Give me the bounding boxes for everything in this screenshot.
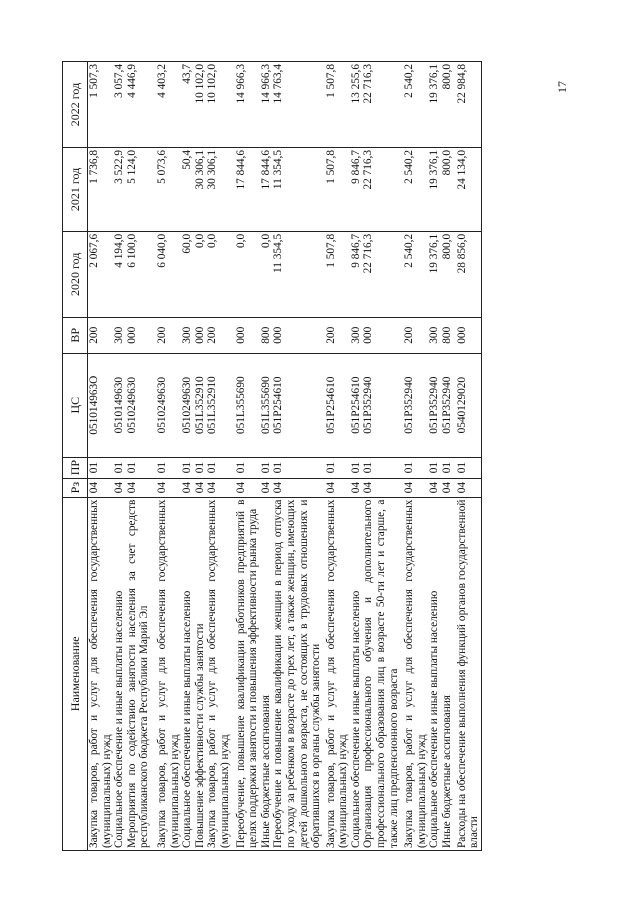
- cell-cs: 051L355690: [260, 353, 273, 457]
- cell-y2022: 19 376,1: [428, 62, 441, 148]
- cell-y2022: 14 763,4: [272, 62, 322, 148]
- cell-vr: 200: [400, 317, 428, 353]
- cell-cs: 051L352910: [206, 353, 231, 457]
- table-row: [454, 62, 482, 851]
- cell-name: Закупка товаров, работ и услуг для обеспечения государственных (муниципальных) нужд: [323, 497, 350, 850]
- cell-y2021: 30 306,1: [194, 147, 207, 231]
- cell-name: Переобучение, повышение квалификации работников предприятий в целях поддержки занятости и повышения эффективности рынка труда: [232, 497, 260, 850]
- cell-y2020: 2 067,6: [88, 231, 114, 317]
- cell-rz: 04: [151, 478, 181, 497]
- cell-y2020: 6 040,0: [151, 231, 181, 317]
- cell-y2021: 50,4: [181, 147, 194, 231]
- cell-rz: 04: [260, 478, 273, 497]
- cell-rz: 04: [350, 478, 363, 497]
- cell-vr: 000: [232, 317, 260, 353]
- table-body: [88, 62, 482, 851]
- cell-y2020: 60,0: [181, 231, 194, 317]
- cell-y2022: 13 255,6: [350, 62, 363, 148]
- cell-cs: 0510249630: [181, 353, 194, 457]
- cell-y2020: 0,0: [194, 231, 207, 317]
- cell-y2020: 11 354,5: [272, 231, 322, 317]
- cell-y2021: 9 846,7: [350, 147, 363, 231]
- cell-y2021: 11 354,5: [272, 147, 322, 231]
- cell-name: Организация профессионального обучения и дополнительного профессионального образования лиц в возрасте 50-ти лет и старше, а также лиц предпенсионного возраста: [362, 497, 400, 850]
- cell-cs: 051014963О: [88, 353, 114, 457]
- cell-y2021: 5 073,6: [151, 147, 181, 231]
- table-row: [428, 62, 441, 851]
- cell-vr: 200: [151, 317, 181, 353]
- cell-cs: 051P352940: [428, 353, 441, 457]
- cell-rz: 04: [323, 478, 350, 497]
- cell-y2021: 17 844,6: [232, 147, 260, 231]
- cell-name: Закупка товаров, работ и услуг для обеспечения государственных (муниципальных) нужд: [88, 497, 114, 850]
- table-row: [126, 62, 151, 851]
- cell-y2022: 14 966,3: [232, 62, 260, 148]
- cell-pr: 01: [126, 457, 151, 478]
- table-row: [194, 62, 207, 851]
- cell-name: Повышение эффективности службы занятости: [194, 497, 207, 850]
- cell-pr: 01: [113, 457, 126, 478]
- cell-cs: 051P254610: [272, 353, 322, 457]
- cell-name: Социальное обеспечение и иные выплаты населению: [350, 497, 363, 850]
- cell-vr: 800: [441, 317, 454, 353]
- table-row: [350, 62, 363, 851]
- table-row: [232, 62, 260, 851]
- cell-vr: 300: [113, 317, 126, 353]
- cell-y2020: 6 100,0: [126, 231, 151, 317]
- cell-name: Иные бюджетные ассигнования: [441, 497, 454, 850]
- cell-y2022: 3 057,4: [113, 62, 126, 148]
- table-row: [206, 62, 231, 851]
- cell-rz: 04: [206, 478, 231, 497]
- cell-cs: 051L355690: [232, 353, 260, 457]
- cell-cs: 051P352940: [400, 353, 428, 457]
- table-row: [260, 62, 273, 851]
- cell-cs: 0510249630: [126, 353, 151, 457]
- budget-table-container: [62, 61, 540, 851]
- cell-y2022: 10 102,0: [206, 62, 231, 148]
- cell-rz: 04: [428, 478, 441, 497]
- cell-y2021: 24 134,0: [454, 147, 482, 231]
- cell-vr: 000: [454, 317, 482, 353]
- cell-name: Социальное обеспечение и иные выплаты населению: [428, 497, 441, 850]
- cell-vr: 200: [206, 317, 231, 353]
- cell-pr: 01: [323, 457, 350, 478]
- cell-cs: 0510249630: [151, 353, 181, 457]
- cell-y2021: 2 540,2: [400, 147, 428, 231]
- cell-y2021: 1 736,8: [88, 147, 114, 231]
- cell-cs: 051P254610: [350, 353, 363, 457]
- cell-pr: 01: [272, 457, 322, 478]
- cell-rz: 04: [194, 478, 207, 497]
- header-2022: 2022 год: [63, 62, 88, 148]
- cell-pr: 01: [362, 457, 400, 478]
- cell-y2021: 22 716,3: [362, 147, 400, 231]
- cell-cs: 051P352940: [362, 353, 400, 457]
- cell-y2020: 1 507,8: [323, 231, 350, 317]
- table-row: [362, 62, 400, 851]
- cell-vr: 000: [362, 317, 400, 353]
- cell-vr: 800: [260, 317, 273, 353]
- cell-y2022: 1 507,3: [88, 62, 114, 148]
- cell-y2021: 17 844,6: [260, 147, 273, 231]
- cell-vr: 300: [181, 317, 194, 353]
- cell-y2022: 2 540,2: [400, 62, 428, 148]
- cell-vr: 000: [126, 317, 151, 353]
- cell-y2020: 0,0: [232, 231, 260, 317]
- cell-rz: 04: [126, 478, 151, 497]
- cell-y2020: 800,0: [441, 231, 454, 317]
- cell-pr: 01: [206, 457, 231, 478]
- cell-y2022: 4 446,9: [126, 62, 151, 148]
- table-header-row: [63, 62, 88, 851]
- cell-y2022: 800,0: [441, 62, 454, 148]
- cell-pr: 01: [194, 457, 207, 478]
- cell-y2020: 9 846,7: [350, 231, 363, 317]
- cell-pr: 01: [151, 457, 181, 478]
- header-vr: ВР: [63, 317, 88, 353]
- cell-rz: 04: [181, 478, 194, 497]
- cell-vr: 000: [272, 317, 322, 353]
- header-cs: ЦС: [63, 353, 88, 457]
- cell-rz: 04: [88, 478, 114, 497]
- page-number: 17: [555, 81, 569, 93]
- cell-pr: 01: [441, 457, 454, 478]
- cell-name: Мероприятия по содействию занятости населения за счет средств республиканского бюджета Республики Марий Эл: [126, 497, 151, 850]
- cell-rz: 04: [113, 478, 126, 497]
- cell-y2022: 1 507,8: [323, 62, 350, 148]
- cell-pr: 01: [454, 457, 482, 478]
- table-row: [151, 62, 181, 851]
- cell-y2021: 30 306,1: [206, 147, 231, 231]
- cell-pr: 01: [181, 457, 194, 478]
- cell-pr: 01: [88, 457, 114, 478]
- cell-pr: 01: [400, 457, 428, 478]
- cell-y2022: 43,7: [181, 62, 194, 148]
- cell-rz: 04: [232, 478, 260, 497]
- cell-y2022: 10 102,0: [194, 62, 207, 148]
- table-row: [323, 62, 350, 851]
- cell-rz: 04: [400, 478, 428, 497]
- cell-y2020: 2 540,2: [400, 231, 428, 317]
- table-row: [400, 62, 428, 851]
- cell-name: Социальное обеспечение и иные выплаты населению: [113, 497, 126, 850]
- cell-name: Переобучение и повышение квалификации женщин в период отпуска по уходу за ребенком в возрасте до трех лет, а также женщин, имеющих детей дошкольного возраста, не состоящих в трудовых отношениях и обратившихся в органы службы занятости: [272, 497, 322, 850]
- table-row: [113, 62, 126, 851]
- cell-y2022: 22 984,8: [454, 62, 482, 148]
- cell-y2021: 5 124,0: [126, 147, 151, 231]
- cell-y2022: 4 403,2: [151, 62, 181, 148]
- cell-rz: 04: [362, 478, 400, 497]
- cell-y2021: 1 507,8: [323, 147, 350, 231]
- cell-vr: 300: [350, 317, 363, 353]
- cell-cs: 051P254610: [323, 353, 350, 457]
- budget-table: [62, 61, 482, 851]
- cell-cs: 051L352910: [194, 353, 207, 457]
- cell-y2021: 800,0: [441, 147, 454, 231]
- cell-name: Социальное обеспечение и иные выплаты населению: [181, 497, 194, 850]
- cell-y2022: 14 966,3: [260, 62, 273, 148]
- cell-rz: 04: [441, 478, 454, 497]
- cell-y2020: 0,0: [206, 231, 231, 317]
- table-row: [272, 62, 322, 851]
- cell-name: Расходы на обеспечение выполнения функций органов государственной власти: [454, 497, 482, 850]
- cell-cs: 0540129020: [454, 353, 482, 457]
- header-rz: Рз: [63, 478, 88, 497]
- cell-name: Закупка товаров, работ и услуг для обеспечения государственных (муниципальных) нужд: [151, 497, 181, 850]
- table-row: [88, 62, 114, 851]
- cell-vr: 300: [428, 317, 441, 353]
- cell-pr: 01: [232, 457, 260, 478]
- cell-y2021: 19 376,1: [428, 147, 441, 231]
- cell-y2020: 0,0: [260, 231, 273, 317]
- cell-y2020: 19 376,1: [428, 231, 441, 317]
- header-2020: 2020 год: [63, 231, 88, 317]
- cell-vr: 000: [194, 317, 207, 353]
- table-row: [181, 62, 194, 851]
- cell-name: Иные бюджетные ассигнования: [260, 497, 273, 850]
- cell-cs: 0510149630: [113, 353, 126, 457]
- cell-y2020: 4 194,0: [113, 231, 126, 317]
- cell-pr: 01: [350, 457, 363, 478]
- header-name: Наименование: [63, 497, 88, 850]
- cell-rz: 04: [272, 478, 322, 497]
- cell-y2022: 22 716,3: [362, 62, 400, 148]
- cell-pr: 01: [260, 457, 273, 478]
- header-pr: ПР: [63, 457, 88, 478]
- cell-y2020: 22 716,3: [362, 231, 400, 317]
- cell-cs: 051P352940: [441, 353, 454, 457]
- header-2021: 2021 год: [63, 147, 88, 231]
- cell-vr: 200: [88, 317, 114, 353]
- cell-y2020: 28 856,0: [454, 231, 482, 317]
- cell-y2021: 3 522,9: [113, 147, 126, 231]
- cell-rz: 04: [454, 478, 482, 497]
- cell-pr: 01: [428, 457, 441, 478]
- table-row: [441, 62, 454, 851]
- cell-name: Закупка товаров, работ и услуг для обеспечения государственных (муниципальных) нужд: [206, 497, 231, 850]
- cell-vr: 200: [323, 317, 350, 353]
- cell-name: Закупка товаров, работ и услуг для обеспечения государственных (муниципальных) нужд: [400, 497, 428, 850]
